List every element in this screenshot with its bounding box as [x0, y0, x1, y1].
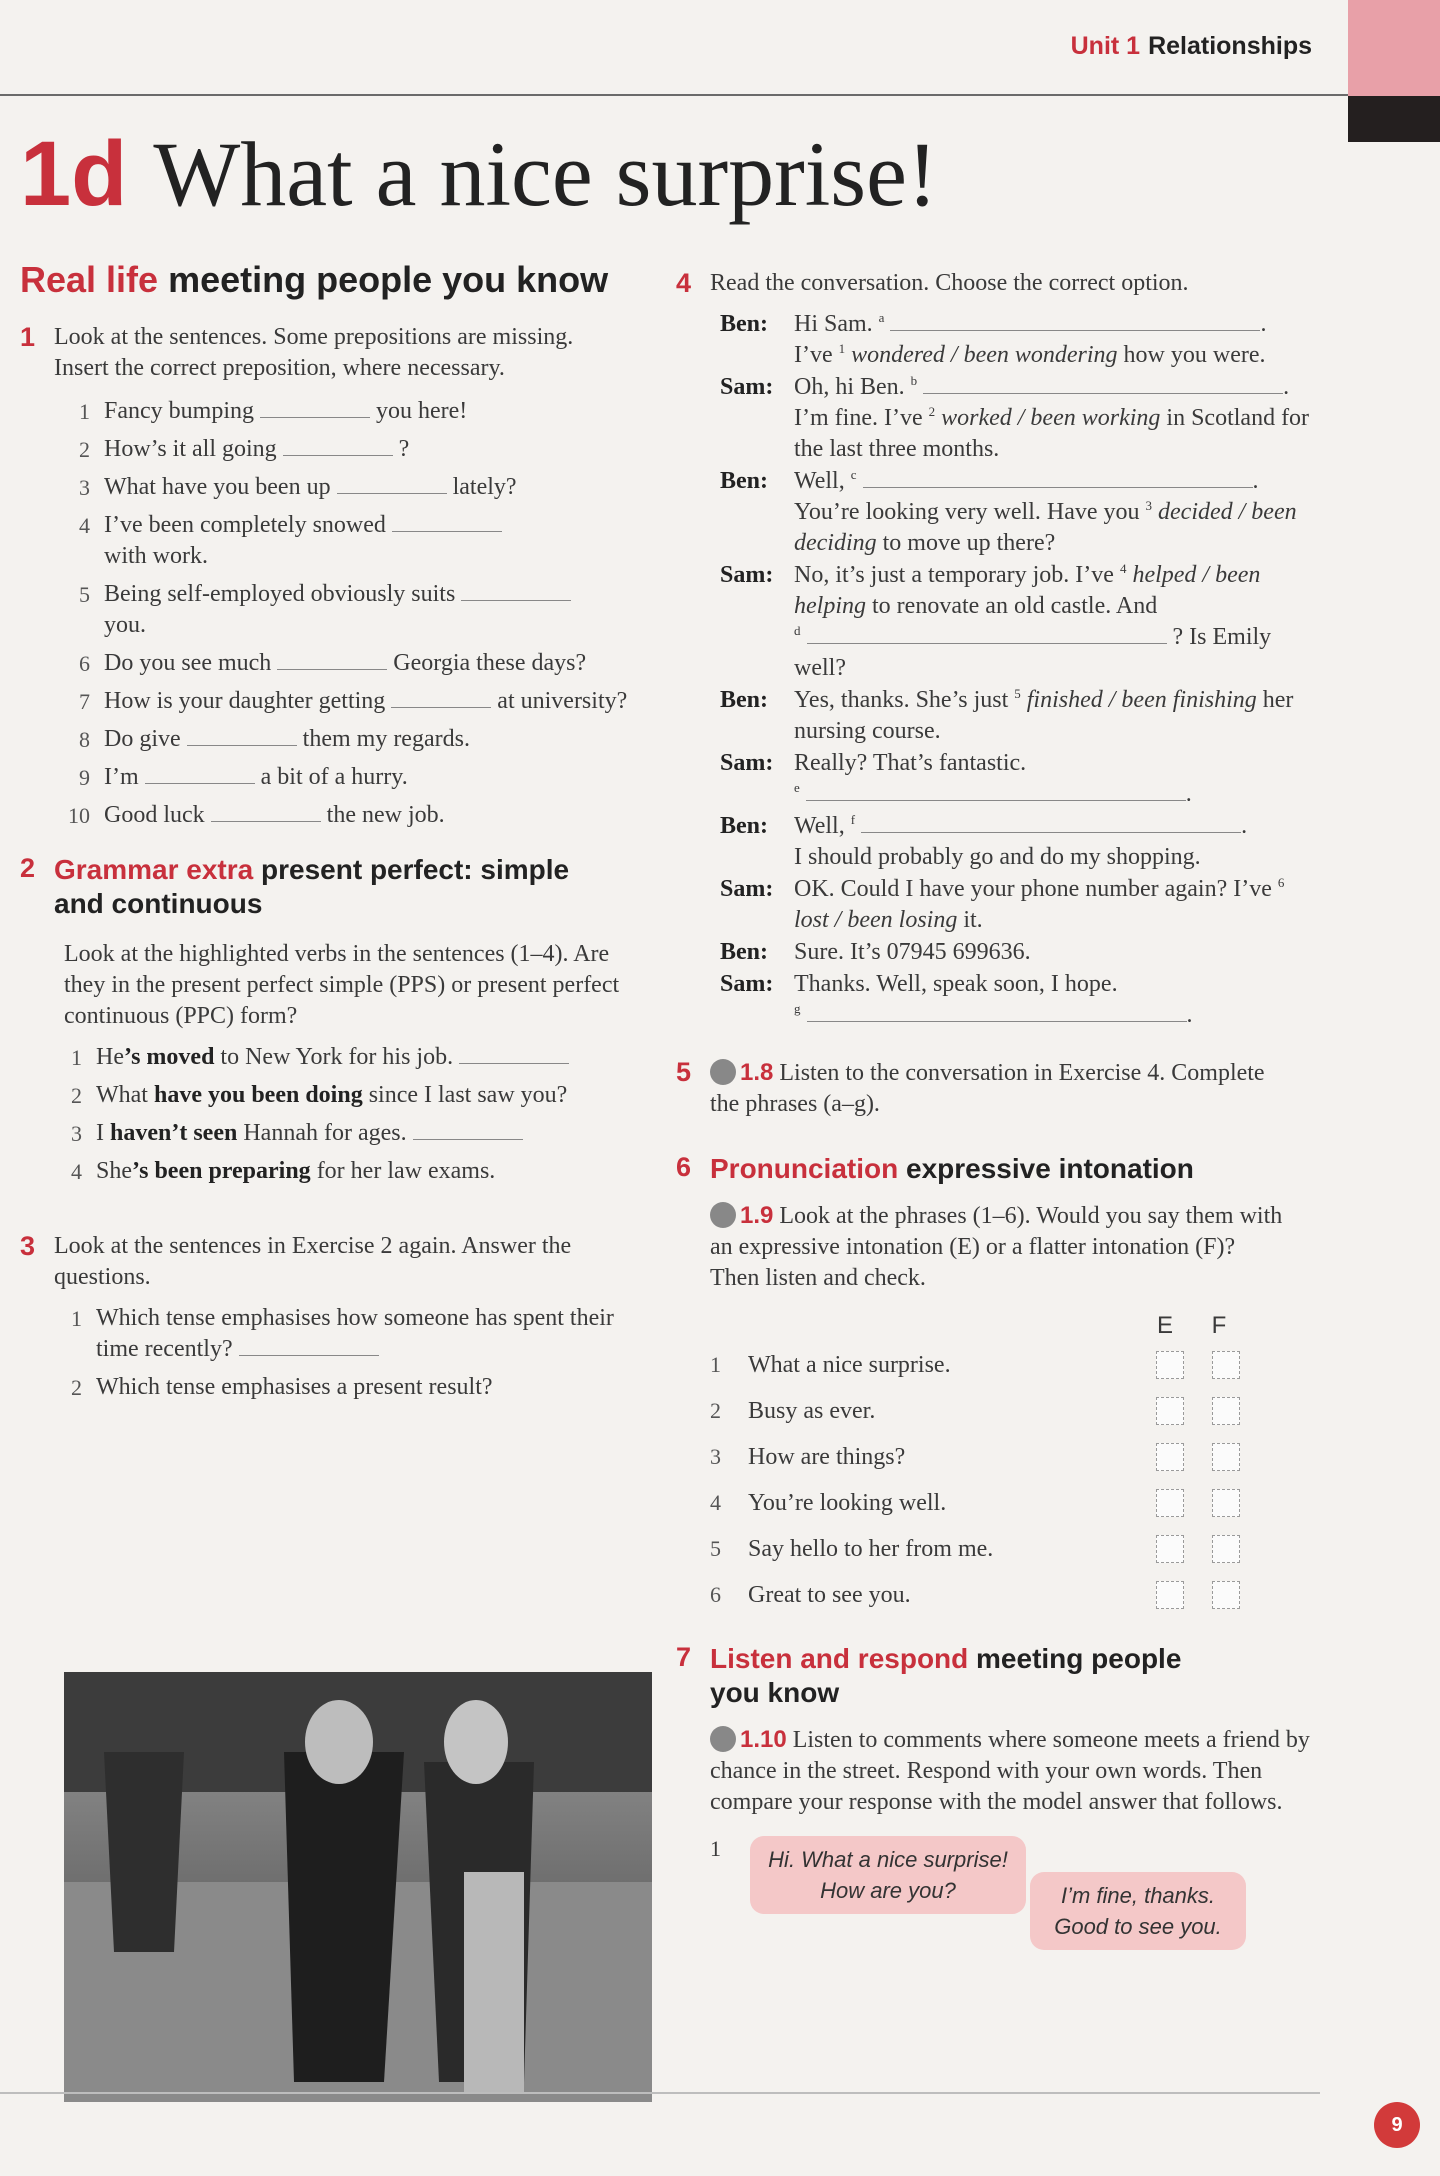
answer-gap[interactable] [260, 399, 370, 418]
dialogue-line: Sam: Thanks. Well, speak soon, I hope. $^g$ . [720, 969, 1326, 1031]
exercise-instruction [710, 1724, 1310, 1818]
item-text: Georgia these days? [393, 649, 587, 676]
item-text: Great to see you. [748, 1581, 911, 1608]
exercise-number: 1 [20, 321, 36, 352]
right-column [676, 268, 1326, 1986]
speech-bubble-prompt: Hi. What a nice surprise! How are you? [750, 1836, 1026, 1914]
speaker: Ben: [720, 813, 768, 839]
list-item [46, 1303, 640, 1365]
speaker: Sam: [720, 374, 774, 400]
gap-letter: a [878, 310, 885, 325]
exercise-title [710, 1642, 1230, 1710]
exercise-instruction [710, 1057, 1270, 1120]
left-column [20, 258, 640, 1410]
option-number: 5 [1014, 686, 1021, 701]
footer-rule [0, 2092, 1320, 2094]
page-title [20, 123, 938, 225]
item-number: 2 [71, 1082, 82, 1108]
exercise-title [710, 1152, 1194, 1186]
list-item [710, 1572, 1326, 1618]
answer-gap[interactable] [807, 625, 1167, 644]
exercise-3 [20, 1231, 640, 1403]
exercise-number: 7 [676, 1642, 692, 1672]
item-number: 8 [79, 726, 90, 752]
answer-gap[interactable] [863, 469, 1253, 488]
line-text: No, it’s just a temporary job. I’ve [794, 562, 1114, 588]
dialogue-line: Ben: Well, $^f$ . I should probably go and do my shopping. [720, 811, 1326, 873]
exercise-number: 5 [676, 1057, 692, 1087]
item-number: 3 [79, 474, 90, 500]
exercise-title-rest: present perfect: simple and continuous [54, 853, 570, 919]
audio-track[interactable]: 1.10 [740, 1726, 787, 1753]
list-item [46, 1118, 640, 1149]
checkbox-e[interactable] [1156, 1351, 1184, 1379]
speaker: Ben: [720, 311, 768, 337]
answer-gap[interactable] [211, 803, 321, 822]
item-text: I’ve been completely snowed [104, 511, 386, 538]
answer-gap[interactable] [187, 727, 297, 746]
response-example [710, 1836, 1326, 1986]
line-text: Yes, thanks. She’s just [794, 687, 1009, 713]
list-item [54, 762, 640, 793]
exercise-number: 2 [20, 852, 36, 883]
exercise-title [54, 853, 594, 921]
photo-face-right [444, 1700, 508, 1784]
item-text: I [96, 1119, 104, 1146]
item-text: Say hello to her from me. [748, 1535, 994, 1562]
item-text: How’s it all going [104, 435, 277, 462]
unit-name: Relationships [1148, 32, 1312, 60]
answer-gap[interactable] [890, 312, 1260, 331]
dialogue-line: Sam: Really? That’s fantastic. $^e$ . [720, 748, 1326, 810]
item-text: since I last saw you? [368, 1081, 568, 1108]
dialogue-line: Sam: Oh, hi Ben. $^b$ . I’m fine. I’ve $^2$ worked / been working in Scotland for the last three months. [720, 372, 1326, 465]
unit-heading [1071, 32, 1312, 61]
line-text: Thanks. Well, speak soon, I hope. [794, 971, 1118, 997]
exercise-4 [676, 268, 1326, 1031]
lesson-title: What a nice surprise! [153, 123, 938, 225]
item-text: What [96, 1081, 148, 1108]
line-text: Hi Sam. [794, 311, 873, 337]
checkbox-e[interactable] [1156, 1489, 1184, 1517]
item-number: 1 [71, 1044, 82, 1070]
item-text: for her law exams. [316, 1157, 496, 1184]
speaker: Ben: [720, 468, 768, 494]
item-text: He [96, 1043, 124, 1070]
speaker: Sam: [720, 876, 774, 902]
speech-bubble-response: I’m fine, thanks. Good to see you. [1030, 1872, 1246, 1950]
line-text: I’m fine. I’ve [794, 405, 923, 431]
answer-gap[interactable] [337, 475, 447, 494]
checkbox-f[interactable] [1212, 1535, 1240, 1563]
exercise-title-accent: Pronunciation [710, 1153, 899, 1184]
audio-track[interactable]: 1.9 [740, 1202, 774, 1229]
list-item [54, 472, 640, 503]
answer-gap[interactable] [413, 1121, 523, 1140]
list-item [710, 1434, 1326, 1480]
item-text: How are things? [748, 1443, 906, 1470]
item-text: to New York for his job. [220, 1043, 454, 1070]
exercise-title-rest: expressive intonation [906, 1153, 1194, 1184]
gap-letter: e [794, 780, 800, 795]
item-text: How is your daughter getting [104, 687, 386, 714]
answer-gap[interactable] [277, 651, 387, 670]
checkbox-f[interactable] [1212, 1397, 1240, 1425]
item-number: 2 [71, 1374, 82, 1400]
answer-gap[interactable] [807, 1003, 1187, 1022]
item-number: 4 [710, 1490, 721, 1515]
exercise-title-accent: Grammar extra [54, 853, 254, 885]
item-number: 2 [710, 1398, 721, 1423]
audio-cd-icon[interactable] [710, 1059, 736, 1085]
ef-header [1138, 1312, 1326, 1340]
column-f-label: F [1211, 1312, 1227, 1339]
answer-gap[interactable] [283, 437, 393, 456]
item-text: Which tense emphasises a present result? [96, 1373, 493, 1400]
exercise-text: Look at the phrases (1–6). Would you say them with an expressive intonation (E) or a flatter intonation (F)? Then listen and check. [710, 1203, 1283, 1291]
section-title-rest: meeting people you know [168, 259, 609, 300]
item-text: Do you see much [104, 649, 272, 676]
line-text: ? Is Emily well? [794, 624, 1272, 681]
item-number: 2 [79, 436, 90, 462]
exercise-5 [676, 1057, 1326, 1120]
dialogue-line [720, 685, 1326, 747]
audio-cd-icon[interactable] [710, 1202, 736, 1228]
item-number: 4 [71, 1158, 82, 1184]
line-text: how you were. [1123, 342, 1266, 368]
line-text: I should probably go and do my shopping. [794, 844, 1201, 870]
item-number: 6 [710, 1582, 721, 1607]
gap-letter: d [794, 623, 801, 638]
section-title [20, 258, 640, 302]
list-item [54, 510, 640, 572]
list-item [54, 800, 640, 831]
line-text: I’ve [794, 342, 833, 368]
photo-man-left [284, 1752, 404, 2082]
line-text: Well, [794, 813, 845, 839]
audio-cd-icon[interactable] [710, 1726, 736, 1752]
exercise-7 [676, 1642, 1326, 1986]
item-text: you here! [376, 397, 468, 424]
highlighted-verb: haven’t seen [110, 1119, 238, 1146]
answer-gap[interactable] [392, 513, 502, 532]
exercise-2 [20, 853, 640, 1187]
checkbox-f[interactable] [1212, 1581, 1240, 1609]
line-text: it. [963, 907, 983, 933]
item-text: lately? [452, 473, 517, 500]
checkbox-f[interactable] [1212, 1489, 1240, 1517]
item-number: 7 [79, 688, 90, 714]
item-number: 1 [710, 1836, 721, 1861]
exercise-instruction [710, 1200, 1290, 1294]
option-number: 4 [1119, 561, 1127, 576]
gap-letter: f [850, 812, 856, 827]
list-item [46, 1372, 640, 1403]
exercise-number: 4 [676, 268, 692, 298]
list-item [54, 724, 640, 755]
header-color-band [1348, 0, 1440, 96]
item-text: Do give [104, 725, 181, 752]
answer-gap[interactable] [861, 814, 1241, 833]
exercise-instruction: Look at the sentences. Some prepositions are missing. Insert the correct preposition, where necessary. [54, 323, 574, 381]
line-text: Really? That’s fantastic. [794, 750, 1027, 776]
photo-face-left [305, 1700, 373, 1784]
checkbox-e[interactable] [1156, 1443, 1184, 1471]
exercise-number: 6 [676, 1152, 692, 1182]
dialogue-line [720, 874, 1326, 936]
highlighted-verb: ’s been preparing [132, 1157, 311, 1184]
item-text: Being self-employed obviously suits [104, 580, 456, 607]
option-choice[interactable]: helped / been helping [794, 562, 1261, 619]
audio-track[interactable]: 1.8 [740, 1059, 774, 1086]
item-number: 10 [68, 802, 90, 828]
line-text: her nursing course. [794, 687, 1294, 744]
street-photo [64, 1672, 652, 2102]
exercise-title-accent: Listen and respond [710, 1643, 969, 1674]
option-number: 1 [838, 341, 846, 356]
speaker: Sam: [720, 562, 774, 588]
option-choice[interactable]: lost / been losing [794, 907, 958, 933]
item-number: 5 [710, 1536, 721, 1561]
item-text: them my regards. [302, 725, 470, 752]
item-text: Fancy bumping [104, 397, 254, 424]
section-title-accent: Real life [20, 259, 159, 300]
option-choice[interactable]: wondered / been wondering [851, 342, 1118, 368]
item-number: 1 [79, 398, 90, 424]
item-number: 3 [710, 1444, 721, 1469]
column-e-label: E [1156, 1312, 1173, 1339]
exercise-instruction: Look at the highlighted verbs in the sentences (1–4). Are they in the present perfect simple (PPS) or present perfect continuous (PPC) form? [64, 940, 620, 1029]
checkbox-f[interactable] [1212, 1351, 1240, 1379]
photo-trousers [464, 1872, 524, 2092]
header-dark-band [1348, 96, 1440, 142]
list-item [710, 1526, 1326, 1572]
item-text: a bit of a hurry. [260, 763, 408, 790]
exercise-text: Listen to comments where someone meets a friend by chance in the street. Respond with your own words. Then compare your response with the model answer that follows. [710, 1727, 1310, 1815]
highlighted-verb: ’s moved [123, 1043, 215, 1070]
list-item [710, 1480, 1326, 1526]
item-number: 4 [79, 512, 90, 538]
item-text: at university? [497, 687, 628, 714]
dialogue-line [720, 937, 1326, 968]
item-number: 9 [79, 764, 90, 790]
exercise-instruction: Read the conversation. Choose the correct option. [710, 270, 1189, 296]
item-number: 1 [710, 1352, 721, 1377]
unit-label: Unit 1 [1070, 32, 1141, 60]
line-text: to move up there? [882, 530, 1056, 556]
speaker: Ben: [720, 687, 768, 713]
checkbox-e[interactable] [1156, 1581, 1184, 1609]
exercise-1 [20, 322, 640, 831]
item-text: the new job. [326, 801, 445, 828]
conversation [720, 309, 1326, 1031]
speaker: Sam: [720, 750, 774, 776]
answer-gap[interactable] [391, 689, 491, 708]
lesson-code: 1d [20, 123, 128, 225]
item-text: What a nice surprise. [748, 1351, 951, 1378]
item-number: 1 [71, 1305, 82, 1331]
gap-letter: b [910, 373, 918, 388]
line-text: Oh, hi Ben. [794, 374, 905, 400]
option-choice[interactable]: finished / been finishing [1026, 687, 1257, 713]
header-rule [0, 94, 1348, 96]
item-number: 5 [79, 581, 90, 607]
dialogue-line: Ben: Well, $^c$ . You’re looking very well. Have you $^3$ decided / been deciding to move up there? [720, 466, 1326, 559]
list-item [710, 1342, 1326, 1388]
line-text: OK. Could I have your phone number again? I’ve [794, 876, 1272, 902]
list-item [54, 686, 640, 717]
item-text: Good luck [104, 801, 205, 828]
list-item [54, 396, 640, 427]
item-text: you. [104, 611, 146, 638]
list-item [46, 1156, 640, 1187]
item-number: 6 [79, 650, 90, 676]
list-item [54, 579, 640, 641]
exercise-6 [676, 1152, 1326, 1618]
exercise-text: Listen to the conversation in Exercise 4. Complete the phrases (a–g). [710, 1060, 1265, 1117]
item-text: You’re looking well. [748, 1489, 947, 1516]
checkbox-f[interactable] [1212, 1443, 1240, 1471]
phrase-list [710, 1342, 1326, 1618]
list-item [54, 648, 640, 679]
answer-gap[interactable] [806, 782, 1186, 801]
gap-letter: g [794, 1001, 801, 1016]
exercise-title-rest: meeting people you know [710, 1643, 1182, 1708]
dialogue-line: Ben: Hi Sam. $^a$ . I’ve $^1$ wondered / been wondering how you were. [720, 309, 1326, 371]
line-text: You’re looking very well. Have you [794, 499, 1140, 525]
item-text: Which tense emphasises how someone has spent their time recently? [96, 1304, 614, 1362]
line-text: in Scotland for the last three months. [794, 405, 1310, 462]
line-text: Well, [794, 468, 845, 494]
item-text: She [96, 1157, 132, 1184]
answer-gap[interactable] [923, 375, 1283, 394]
exercise-number: 3 [20, 1230, 36, 1261]
item-number: 3 [71, 1120, 82, 1146]
speaker: Ben: [720, 939, 768, 965]
list-item [46, 1042, 640, 1073]
page-number: 9 [1374, 2102, 1420, 2148]
option-choice[interactable]: decided / been deciding [794, 499, 1297, 556]
dialogue-line [720, 560, 1326, 684]
gap-letter: c [850, 467, 857, 482]
line-text: Sure. It’s 07945 699636. [794, 939, 1031, 965]
item-text: What have you been up [104, 473, 331, 500]
list-item [710, 1388, 1326, 1434]
item-text: ? [398, 435, 410, 462]
answer-gap[interactable] [461, 582, 571, 601]
option-choice[interactable]: worked / been working [941, 405, 1161, 431]
exercise-instruction: Look at the sentences in Exercise 2 again. Answer the questions. [54, 1232, 572, 1290]
highlighted-verb: have you been doing [153, 1081, 363, 1108]
speaker: Sam: [720, 971, 774, 997]
answer-gap[interactable] [239, 1337, 379, 1356]
list-item [46, 1080, 640, 1111]
item-text: Busy as ever. [748, 1397, 876, 1424]
option-number: 3 [1145, 498, 1153, 513]
answer-gap[interactable] [459, 1045, 569, 1064]
option-number: 2 [928, 404, 936, 419]
answer-gap[interactable] [145, 765, 255, 784]
item-text: I’m [104, 763, 139, 790]
checkbox-e[interactable] [1156, 1535, 1184, 1563]
line-text: to renovate an old castle. And [872, 593, 1158, 619]
item-text: Hannah for ages. [243, 1119, 407, 1146]
item-text: with work. [104, 542, 208, 569]
checkbox-e[interactable] [1156, 1397, 1184, 1425]
list-item [54, 434, 640, 465]
photo-background-figure [104, 1752, 184, 1952]
option-number: 6 [1277, 875, 1285, 890]
